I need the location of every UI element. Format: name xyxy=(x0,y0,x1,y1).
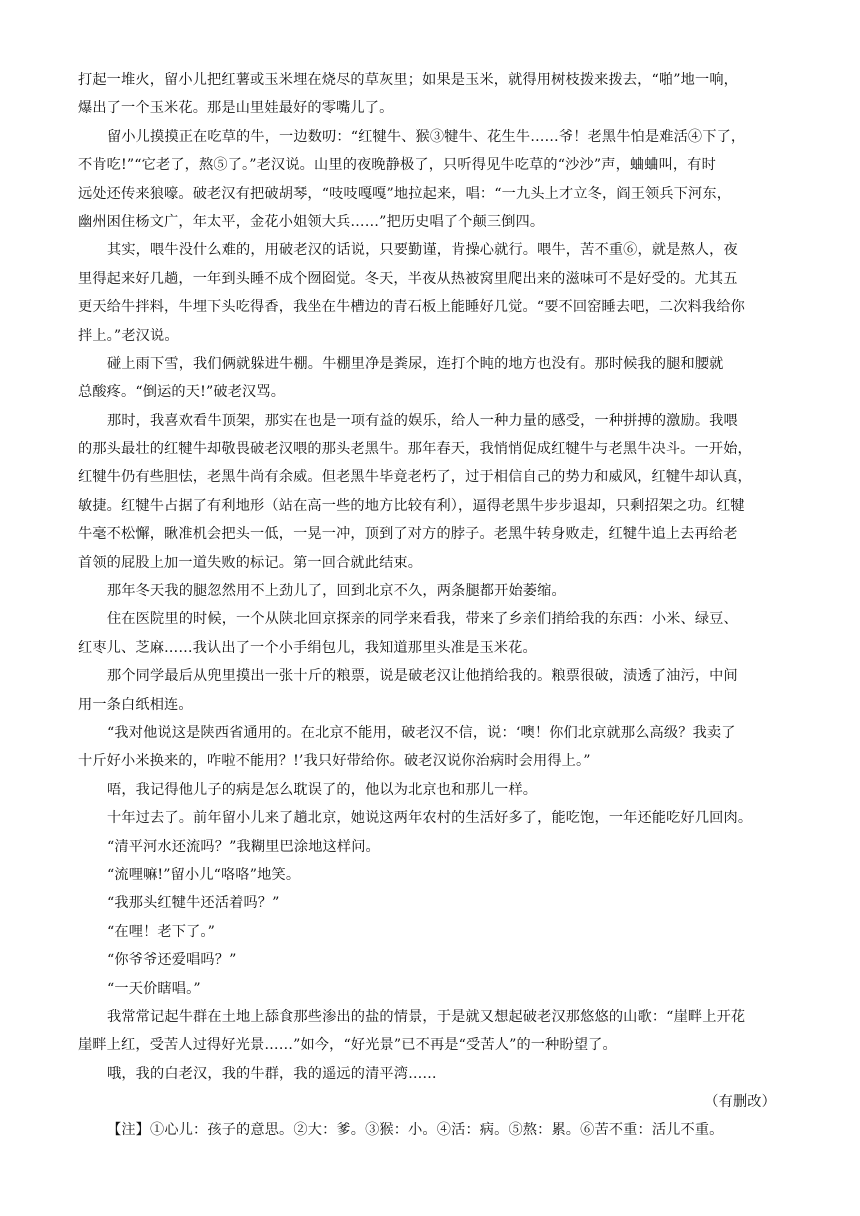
text-line: “在哩！老下了。” xyxy=(107,923,216,940)
annotation-note: 【注】①心儿：孩子的意思。②大：爹。③猴：小。④活：病。⑤熬：累。⑥苦不重：活儿不重。 xyxy=(107,1122,724,1139)
text-line: 拌上。”老汉说。 xyxy=(78,327,179,344)
text-line: “清平河水还流吗？”我糊里巴涂地这样问。 xyxy=(107,838,380,855)
text-line: 十年过去了。前年留小儿来了趟北京，她说这两年农村的生活好多了，能吃饱，一年还能吃好几回肉。 xyxy=(107,810,753,827)
text-line: 敏捷。红犍牛占据了有利地形（站在高一些的地方比较有利），逼得老黑牛步步退却，只剩招架之功。红犍 xyxy=(78,497,745,514)
text-line: 红犍牛仍有些胆怯，老黑牛尚有余威。但老黑牛毕竟老朽了，过于相信自己的势力和威风，红犍牛却认真， xyxy=(78,469,752,486)
text-line: 住在医院里的时候，一个从陕北回京探亲的同学来看我，带来了乡亲们捎给我的东西：小米、绿豆、 xyxy=(107,611,738,628)
text-line: “我对他说这是陕西省通用的。在北京不能用，破老汉不信，说：‘噢！你们北京就那么高级？我卖了 xyxy=(107,724,736,741)
text-line: “你爷爷还爱唱吗？” xyxy=(107,952,237,969)
text-line: 的那头最壮的红犍牛却敬畏破老汉喂的那头老黑牛。那年春天，我悄悄促成红犍牛与老黑牛决斗。一开始， xyxy=(78,441,752,458)
source-note: （有删改） xyxy=(704,1094,776,1111)
text-line: 爆出了一个玉米花。那是山里娃最好的零嘴儿了。 xyxy=(78,100,394,117)
text-line: 那年冬天我的腿忽然用不上劲儿了，回到北京不久，两条腿都开始萎缩。 xyxy=(107,583,566,600)
text-line: 碰上雨下雪，我们俩就躲进牛棚。牛棚里净是粪尿，连打个盹的地方也没有。那时候我的腿和腰就 xyxy=(107,355,724,372)
text-line: 十斤好小米换来的，咋啦不能用？!’我只好带给你。破老汉说你治病时会用得上。” xyxy=(78,753,591,770)
text-line: 我常常记起牛群在土地上舔食那些渗出的盐的情景，于是就又想起破老汉那悠悠的山歌：“崖畔上开花 xyxy=(107,1008,746,1025)
text-line: “我那头红犍牛还活着吗？” xyxy=(107,895,280,912)
article-paragraphs xyxy=(78,66,780,1088)
text-line: 哦，我的白老汉，我的牛群，我的遥远的清平湾…… xyxy=(107,1065,437,1082)
text-line: 那时，我喜欢看牛顶架，那实在也是一项有益的娱乐，给人一种力量的感受，一种拼搏的激励。我喂 xyxy=(107,412,738,429)
text-line: 留小儿摸摸正在吃草的牛，一边数叨：“红犍牛、猴③犍牛、花生牛……爷！老黑牛怕是难活④下了， xyxy=(107,128,746,145)
text-line: “流哩嘛!”留小儿“咯咯”地笑。 xyxy=(107,866,301,883)
text-line: 其实，喂牛没什么难的，用破老汉的话说，只要勤谨，肯操心就行。喂牛，苦不重⑥，就是熬人，夜 xyxy=(107,242,738,259)
text-line: 那个同学最后从兜里摸出一张十斤的粮票，说是破老汉让他捎给我的。粮票很破，渍透了油污，中间 xyxy=(107,668,738,685)
text-line: 远处还传来狼嚎。破老汉有把破胡琴，“吱吱嘎嘎”地拉起来，唱：“一九头上才立冬，阎王领兵下河东， xyxy=(78,185,732,202)
article-body xyxy=(78,66,780,1145)
text-line: 幽州困住杨文广，年太平，金花小姐领大兵……”把历史唱了个颠三倒四。 xyxy=(78,213,545,230)
text-line: 崖畔上红，受苦人过得好光景……”如今，“好光景”已不再是“受苦人”的一种盼望了。 xyxy=(78,1037,617,1054)
text-line: 红枣儿、芝麻……我认出了一个小手绢包儿，我知道那里头准是玉米花。 xyxy=(78,639,537,656)
text-line: 唔，我记得他儿子的病是怎么耽误了的，他以为北京也和那儿一样。 xyxy=(107,781,538,798)
text-line: 更天给牛拌料，牛埋下头吃得香，我坐在牛槽边的青石板上能睡好几觉。“要不回窑睡去吧，二次料我给你 xyxy=(78,299,745,316)
text-line: 用一条白纸相连。 xyxy=(78,696,193,713)
text-line: 里得起来好几趟，一年到头睡不成个囫囵觉。冬天，半夜从热被窝里爬出来的滋味可不是好受的。尤其五 xyxy=(78,270,738,287)
text-line: 首领的屁股上加一道失败的标记。第一回合就此结束。 xyxy=(78,554,423,571)
text-line: 不肯吃!”“它老了，熬⑤了。”老汉说。山里的夜晚静极了，只听得见牛吃草的“沙沙”声，蛐蛐叫，有时 xyxy=(78,157,716,174)
text-line: 打起一堆火，留小儿把红薯或玉米埋在烧尽的草灰里；如果是玉米，就得用树枝拨来拨去，“啪”地一响， xyxy=(78,72,738,88)
text-line: 牛毫不松懈，瞅准机会把头一低，一晃一冲，顶到了对方的脖子。老黑牛转身败走，红犍牛追上去再给老 xyxy=(78,526,738,543)
text-line: “一天价瞎唱。” xyxy=(107,980,201,997)
text-line: 总酸疼。“倒运的天!”破老汉骂。 xyxy=(78,384,286,401)
